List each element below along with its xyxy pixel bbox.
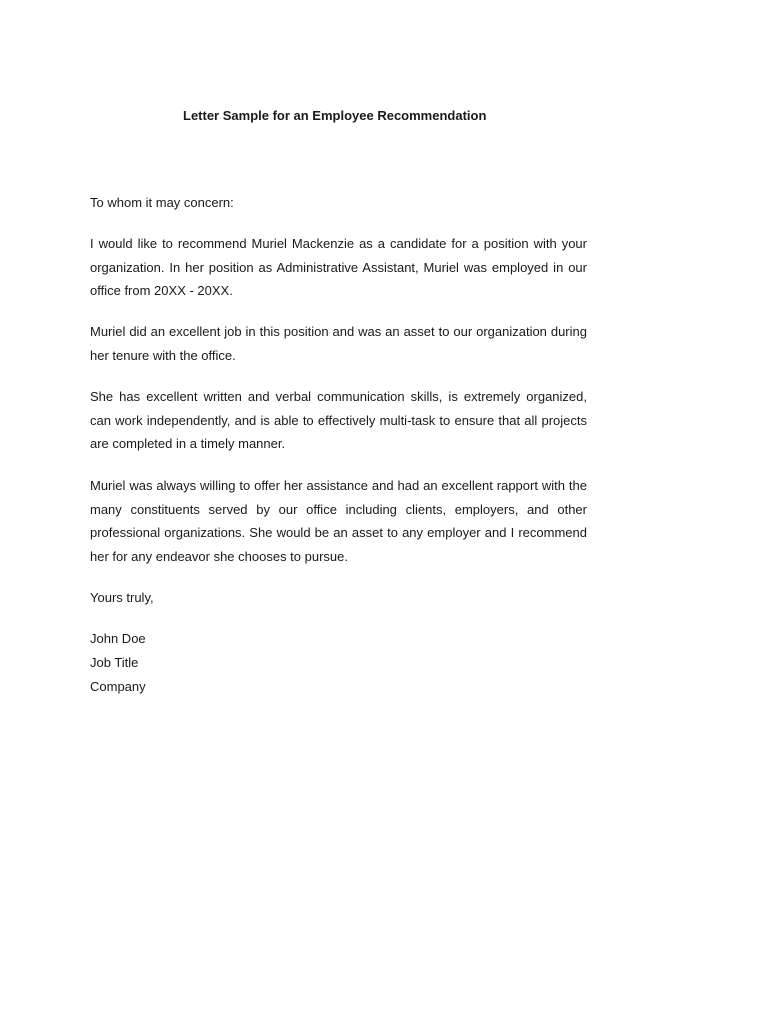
letter-paragraph-1: I would like to recommend Muriel Mackenzie as a candidate for a position with your organization. In her position as Administrative Assistant, Muriel was employed in our office from 20XX - 20XX. [90, 236, 587, 298]
signature-block [90, 627, 146, 699]
signature-company: Company [90, 679, 146, 694]
letter-title: Letter Sample for an Employee Recommendation [183, 108, 487, 123]
letter-paragraph-4: Muriel was always willing to offer her assistance and had an excellent rapport with the many constituents served by our office including clients, employers, and other professional organizations. She would be an asset to any employer and I recommend her for any endeavor she chooses to pursue. [90, 478, 587, 564]
letter-paragraph-2: Muriel did an excellent job in this position and was an asset to our organization during her tenure with the office. [90, 324, 587, 363]
signature-job-title: Job Title [90, 655, 139, 670]
signature-name: John Doe [90, 631, 146, 646]
letter-paragraph-3: She has excellent written and verbal communication skills, is extremely organized, can work independently, and is able to effectively multi-task to ensure that all projects are completed in a timely manner. [90, 389, 587, 451]
letter-closing: Yours truly, [90, 590, 154, 605]
letter-greeting: To whom it may concern: [90, 195, 234, 210]
